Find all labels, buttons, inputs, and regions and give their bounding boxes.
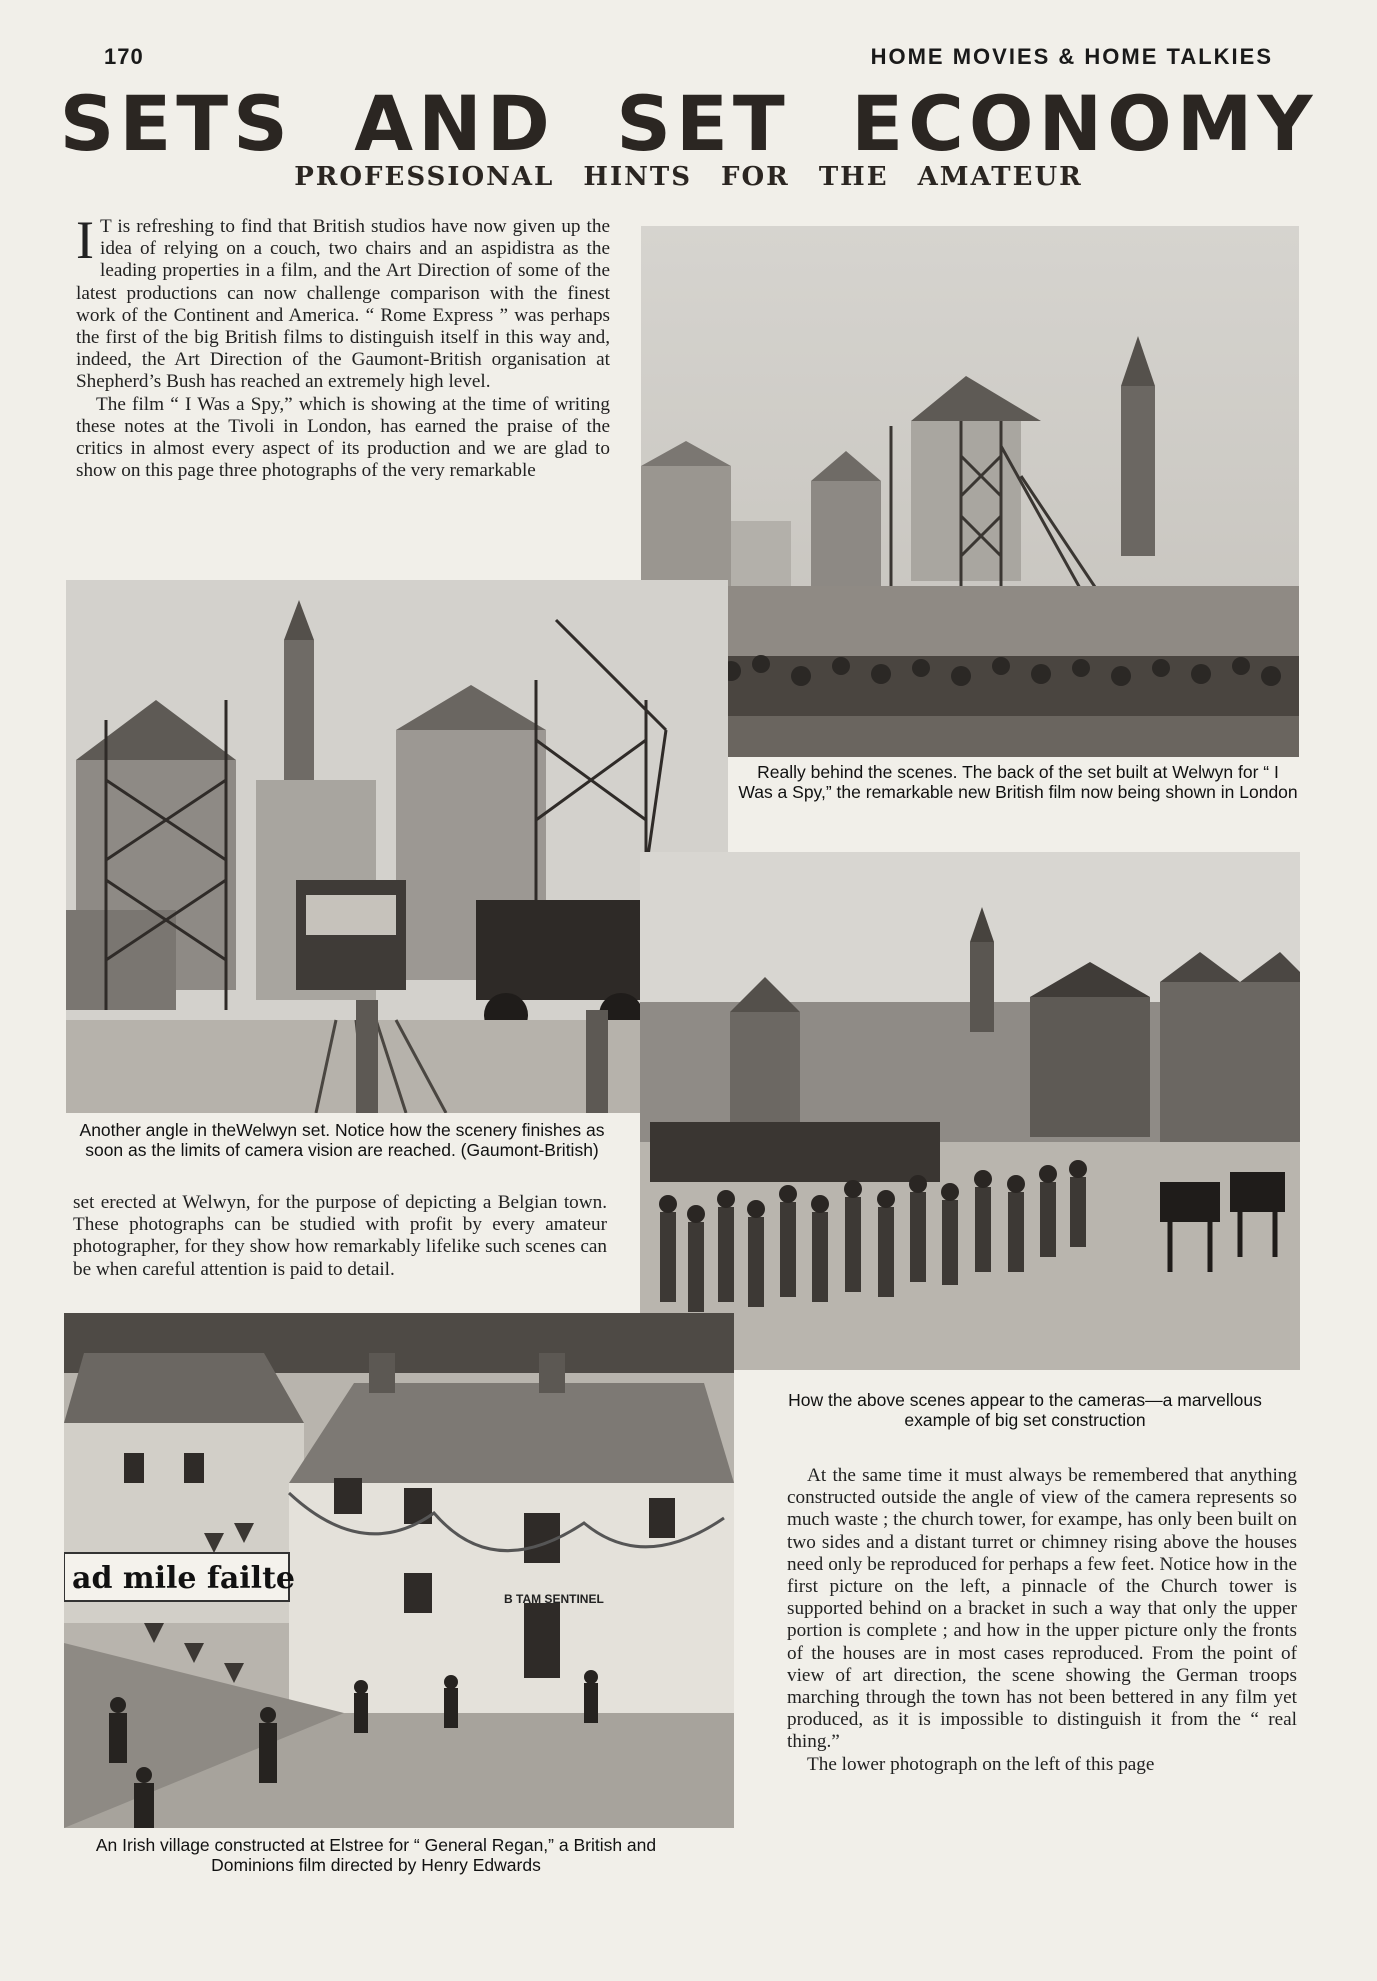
caption-irish-village: An Irish village constructed at Elstree for “ General Regan,” a British and Dominions film directed by Henry Edwards (95, 1835, 657, 1875)
photo-another-angle (66, 580, 728, 1113)
page-number: 170 (104, 44, 144, 69)
end-paragraph-2: The lower photograph on the left of this page (807, 1753, 1155, 1775)
article-subtitle: PROFESSIONAL HINTS FOR THE AMATEUR (294, 162, 1083, 192)
intro-paragraph-2: The film “ I Was a Spy,” which is showing at the time of writing these notes at the Tivoli in London, has earned the praise of the critics in almost every aspect of its production and we are glad to show on this page three photographs of the very remarkable (76, 393, 610, 482)
shop-sign-text: B TAM SENTINEL (504, 1592, 604, 1606)
photo-behind-the-scenes (641, 226, 1299, 757)
drop-cap: I (76, 216, 94, 270)
end-paragraph-1: At the same time it must always be remembered that anything constructed outside the angle of view of the camera represents so much waste ; the church tower, for exampe, has only been built on two sides and a distant turret or chimney rising above the houses need only be reproduced for perhaps a few feet. Notice how in the first picture on the left, a pinnacle of the Church tower is supported behind on a bracket in such a way that only the upper portion is complete ; and how in the upper picture only the fronts of the houses are in most cases reproduced. From the point of view of art direction, the scene showing the German troops marching through the town has not been bettered in any film yet produced, as it is impossible to distinguish it from the “ real thing.” (787, 1465, 1297, 1753)
intro-text-block (76, 216, 610, 572)
caption-behind-the-scenes: Really behind the scenes. The back of the set built at Welwyn for “ I Was a Spy,” the remarkable new British film now being shown in London (738, 762, 1298, 802)
article-title: SETS AND SET ECONOMY (59, 79, 1318, 168)
end-text-block (787, 1465, 1297, 1776)
caption-another-angle: Another angle in theWelwyn set. Notice how the scenery finishes as soon as the limits of camera vision are reached. (Gaumont-British) (79, 1120, 605, 1160)
banner-text: ad mile failte (72, 1561, 296, 1596)
photo-troops-marching (640, 852, 1300, 1370)
intro-paragraph-1: T is refreshing to find that British studios have now given up the idea of relying on a couch, two chairs and an aspidistra as the leading properties in a film, and the Art Direction of some of the latest productions can now challenge comparison with the finest work of the Continent and America. “ Rome Express ” was perhaps the first of the big British films to distinguish itself in this way and, indeed, the Art Direction of the Gaumont-British organisation at Shepherd’s Bush has reached an extremely high level. (76, 216, 610, 393)
mid-text-block: set erected at Welwyn, for the purpose of depicting a Belgian town. These photographs can be studied with profit by every amateur photographer, for they show how remarkably lifelike such scenes can be when careful attention is paid to detail. (73, 1192, 607, 1280)
photo-irish-village (64, 1313, 734, 1828)
journal-title: HOME MOVIES & HOME TALKIES (870, 44, 1273, 69)
caption-troops-marching: How the above scenes appear to the cameras—a marvellous example of big set construction (788, 1390, 1262, 1430)
